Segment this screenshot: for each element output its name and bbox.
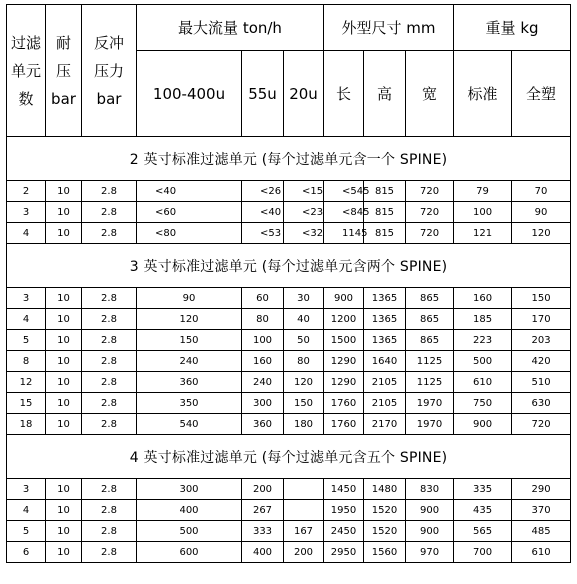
table-cell: 1970 [406, 414, 454, 435]
table-cell: 1290 [324, 351, 364, 372]
header-flow-100-400u: 100-400u [137, 51, 242, 137]
table-cell: 10 [46, 414, 82, 435]
table-cell: <26 [242, 181, 284, 202]
table-cell: 1520 [364, 521, 406, 542]
table-cell: 2.8 [82, 521, 137, 542]
table-cell: 4 [7, 309, 46, 330]
table-cell: 720 [406, 202, 454, 223]
section-row [7, 435, 571, 479]
table-cell: 10 [46, 479, 82, 500]
table-cell: 630 [512, 393, 571, 414]
table-cell: 720 [406, 181, 454, 202]
table-cell: 1290 [324, 372, 364, 393]
table-cell: 12 [7, 372, 46, 393]
header-row-top [7, 5, 571, 51]
table-cell: 300 [137, 479, 242, 500]
table-cell: 565 [454, 521, 512, 542]
table-cell: 370 [512, 500, 571, 521]
table-cell: 150 [137, 330, 242, 351]
table-cell: 1520 [364, 500, 406, 521]
table-cell: 90 [137, 288, 242, 309]
table-cell: 1970 [406, 393, 454, 414]
table-cell: 600 [137, 542, 242, 563]
table-cell: 290 [512, 479, 571, 500]
section-title: 2 英寸标准过滤单元 (每个过滤单元含一个 SPINE) [7, 137, 571, 181]
table-cell: 400 [242, 542, 284, 563]
table-cell: 223 [454, 330, 512, 351]
table-cell: 160 [454, 288, 512, 309]
table-cell: 121 [454, 223, 512, 244]
table-cell: 610 [454, 372, 512, 393]
table-row [7, 500, 571, 521]
table-cell [284, 500, 324, 521]
table-cell: 1760 [324, 414, 364, 435]
table-cell: 750 [454, 393, 512, 414]
table-cell: 970 [406, 542, 454, 563]
table-cell: 1365 [364, 309, 406, 330]
table-cell: 150 [284, 393, 324, 414]
table-cell: 2.8 [82, 479, 137, 500]
header-flow-55u: 55u [242, 51, 284, 137]
table-cell: 2105 [364, 393, 406, 414]
header-dimensions: 外型尺寸 mm [324, 5, 454, 51]
table-cell: 1365 [364, 330, 406, 351]
table-cell: 10 [46, 223, 82, 244]
table-cell: 100 [454, 202, 512, 223]
table-cell: 2.8 [82, 372, 137, 393]
table-cell: 300 [242, 393, 284, 414]
table-cell: 335 [454, 479, 512, 500]
table-cell: 160 [242, 351, 284, 372]
header-backwash-pressure: 反冲 压力 bar [82, 5, 137, 137]
header-units-count: 过滤 单元 数 [7, 5, 46, 137]
table-cell: 2105 [364, 372, 406, 393]
table-cell: 180 [284, 414, 324, 435]
table-cell: 10 [46, 372, 82, 393]
table-cell: 120 [512, 223, 571, 244]
table-cell: 3 [7, 202, 46, 223]
table-cell: 10 [46, 500, 82, 521]
table-cell: 500 [454, 351, 512, 372]
table-cell: 200 [242, 479, 284, 500]
table-cell: 2.8 [82, 351, 137, 372]
table-cell: 30 [284, 288, 324, 309]
table-row [7, 202, 571, 223]
section-row [7, 137, 571, 181]
table-cell: 700 [454, 542, 512, 563]
table-cell: 10 [46, 351, 82, 372]
table-cell: 1950 [324, 500, 364, 521]
table-row [7, 372, 571, 393]
table-cell: 3 [7, 288, 46, 309]
table-cell: 2.8 [82, 330, 137, 351]
header-dim-height: 高 [364, 51, 406, 137]
table-cell: <40 [137, 181, 242, 202]
table-cell: 167 [284, 521, 324, 542]
table-cell: 2.8 [82, 414, 137, 435]
table-cell: 100 [242, 330, 284, 351]
table-cell: 5 [7, 330, 46, 351]
table-cell: 10 [46, 288, 82, 309]
table-cell: 2.8 [82, 393, 137, 414]
table-cell: 120 [137, 309, 242, 330]
table-row [7, 288, 571, 309]
table-cell: 2.8 [82, 288, 137, 309]
table-cell: 333 [242, 521, 284, 542]
table-cell: <53 [242, 223, 284, 244]
table-row [7, 330, 571, 351]
table-cell: 435 [454, 500, 512, 521]
table-cell: 6 [7, 542, 46, 563]
table-cell: 120 [284, 372, 324, 393]
table-row [7, 181, 571, 202]
table-cell: 900 [406, 521, 454, 542]
table-cell: 50 [284, 330, 324, 351]
table-cell: <15 [284, 181, 324, 202]
table-cell: 1480 [364, 479, 406, 500]
table-cell: <545 [324, 181, 364, 202]
table-cell: 240 [242, 372, 284, 393]
header-weight-standard: 标准 [454, 51, 512, 137]
table-cell: 400 [137, 500, 242, 521]
table-cell: 1760 [324, 393, 364, 414]
table-cell: 4 [7, 500, 46, 521]
table-cell: 2170 [364, 414, 406, 435]
table-cell: 18 [7, 414, 46, 435]
table-row [7, 223, 571, 244]
table-cell: 5 [7, 521, 46, 542]
table-cell: 900 [324, 288, 364, 309]
header-weight-plastic: 全塑 [512, 51, 571, 137]
table-cell: 3 [7, 479, 46, 500]
table-cell: 2.8 [82, 223, 137, 244]
table-cell: 350 [137, 393, 242, 414]
table-cell: 1560 [364, 542, 406, 563]
table-cell: 80 [242, 309, 284, 330]
table-cell: 420 [512, 351, 571, 372]
table-cell: 830 [406, 479, 454, 500]
table-cell: 2450 [324, 521, 364, 542]
table-row [7, 479, 571, 500]
table-cell: <32 [284, 223, 324, 244]
table-cell: 2 [7, 181, 46, 202]
table-cell: 2.8 [82, 181, 137, 202]
table-cell: 720 [512, 414, 571, 435]
table-cell: 10 [46, 202, 82, 223]
table-cell: 150 [512, 288, 571, 309]
table-cell: <60 [137, 202, 242, 223]
table-row [7, 351, 571, 372]
table-cell: 79 [454, 181, 512, 202]
table-cell: 510 [512, 372, 571, 393]
header-weight: 重量 kg [454, 5, 571, 51]
table-cell: <80 [137, 223, 242, 244]
table-cell: <23 [284, 202, 324, 223]
table-cell: 1125 [406, 351, 454, 372]
table-cell: 2.8 [82, 542, 137, 563]
table-cell: 203 [512, 330, 571, 351]
table-cell: 2950 [324, 542, 364, 563]
header-dim-length: 长 [324, 51, 364, 137]
table-cell: 1500 [324, 330, 364, 351]
table-cell: 70 [512, 181, 571, 202]
table-cell: 10 [46, 309, 82, 330]
table-cell: 900 [454, 414, 512, 435]
table-cell: 1125 [406, 372, 454, 393]
header-max-flow: 最大流量 ton/h [137, 5, 324, 51]
table-cell: 360 [137, 372, 242, 393]
table-cell: 500 [137, 521, 242, 542]
header-pressure: 耐 压 bar [46, 5, 82, 137]
section-row [7, 244, 571, 288]
table-cell: 360 [242, 414, 284, 435]
table-cell: 170 [512, 309, 571, 330]
table-cell: 1450 [324, 479, 364, 500]
header-flow-20u: 20u [284, 51, 324, 137]
table-row [7, 414, 571, 435]
filter-spec-table [6, 4, 571, 563]
table-row [7, 309, 571, 330]
table-cell: 1640 [364, 351, 406, 372]
table-cell: 4 [7, 223, 46, 244]
table-cell: 10 [46, 542, 82, 563]
table-row [7, 542, 571, 563]
table-cell: <845 [324, 202, 364, 223]
table-cell: <40 [242, 202, 284, 223]
table-cell: 720 [406, 223, 454, 244]
table-cell: 610 [512, 542, 571, 563]
table-cell: 865 [406, 309, 454, 330]
table-row [7, 521, 571, 542]
table-cell: 815 [364, 202, 406, 223]
table-cell: 485 [512, 521, 571, 542]
table-cell: 10 [46, 181, 82, 202]
table-cell: 2.8 [82, 309, 137, 330]
table-cell: 2.8 [82, 500, 137, 521]
table-cell: 815 [364, 223, 406, 244]
table-cell: 900 [406, 500, 454, 521]
table-body [7, 5, 571, 563]
table-cell: 1145 [324, 223, 364, 244]
table-row [7, 393, 571, 414]
section-title: 3 英寸标准过滤单元 (每个过滤单元含两个 SPINE) [7, 244, 571, 288]
table-cell: 185 [454, 309, 512, 330]
table-cell: 40 [284, 309, 324, 330]
table-cell: 8 [7, 351, 46, 372]
table-cell: 865 [406, 330, 454, 351]
section-title: 4 英寸标准过滤单元 (每个过滤单元含五个 SPINE) [7, 435, 571, 479]
table-cell: 10 [46, 521, 82, 542]
table-cell: 15 [7, 393, 46, 414]
table-cell: 90 [512, 202, 571, 223]
table-cell: 2.8 [82, 202, 137, 223]
table-cell: 10 [46, 393, 82, 414]
table-cell: 10 [46, 330, 82, 351]
table-cell: 1365 [364, 288, 406, 309]
table-cell: 540 [137, 414, 242, 435]
table-cell: 60 [242, 288, 284, 309]
header-dim-width: 宽 [406, 51, 454, 137]
table-cell: 865 [406, 288, 454, 309]
table-cell: 80 [284, 351, 324, 372]
table-cell: 1200 [324, 309, 364, 330]
table-cell: 815 [364, 181, 406, 202]
table-cell: 200 [284, 542, 324, 563]
table-cell: 240 [137, 351, 242, 372]
table-cell: 267 [242, 500, 284, 521]
table-cell [284, 479, 324, 500]
